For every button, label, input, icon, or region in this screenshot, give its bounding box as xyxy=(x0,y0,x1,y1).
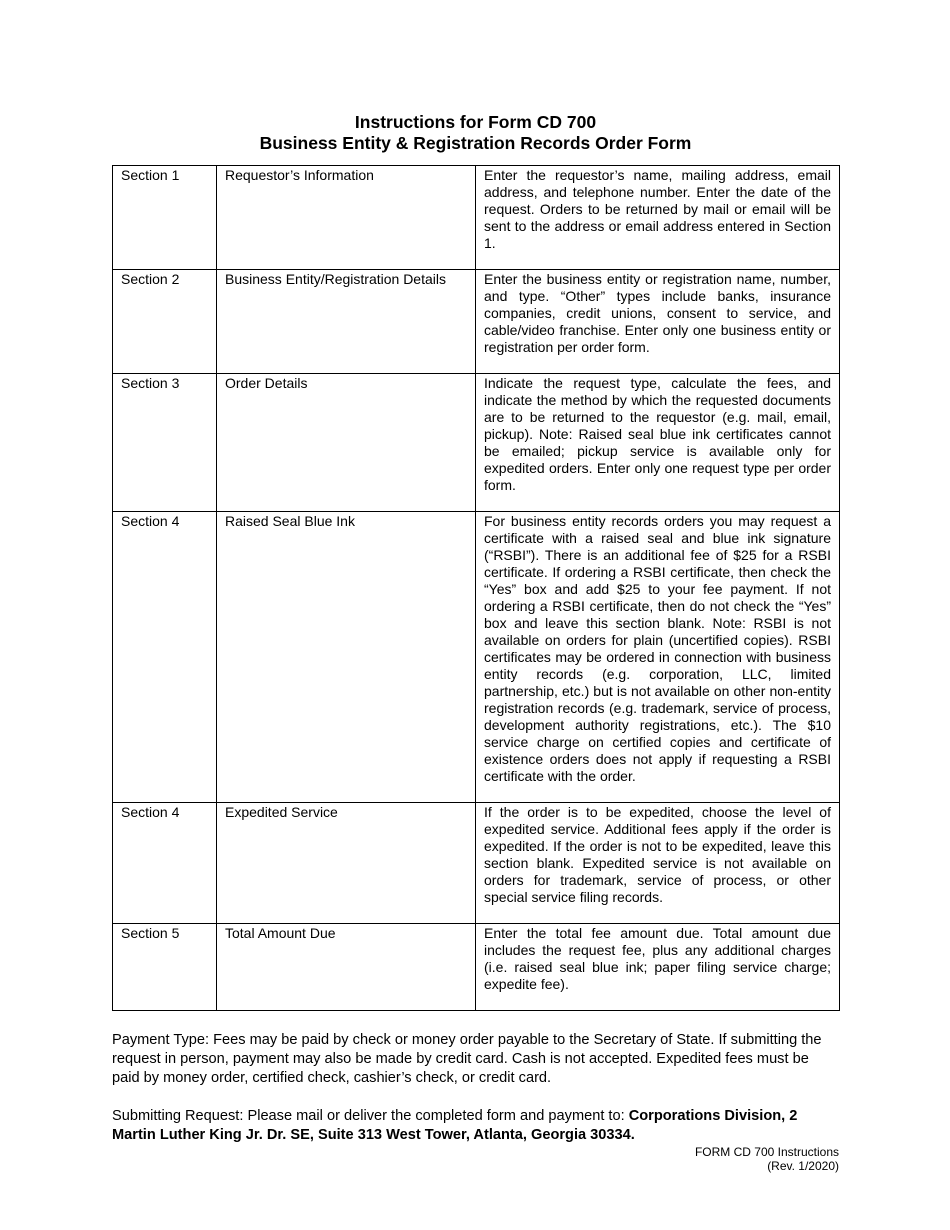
section-name: Order Details xyxy=(217,374,476,512)
section-description: Enter the requestor’s name, mailing address, email address, and telephone number. Enter the date of the request. Orders to be returned by mail or email will be sent to the address or email address entered in Section 1. xyxy=(476,166,840,270)
title-line-1: Instructions for Form CD 700 xyxy=(354,112,597,132)
footer-revision: (Rev. 1/2020) xyxy=(767,1159,839,1173)
section-name: Raised Seal Blue Ink xyxy=(217,512,476,803)
section-number: Section 3 xyxy=(113,374,217,512)
section-name: Requestor’s Information xyxy=(217,166,476,270)
section-description: Enter the business entity or registration name, number, and type. “Other” types include banks, insurance companies, credit unions, consent to service, and cable/video franchise. Enter only one business entity or registration per order form. xyxy=(476,270,840,374)
footer-form-name: FORM CD 700 Instructions xyxy=(694,1145,839,1159)
document-page xyxy=(112,112,839,1173)
section-description: If the order is to be expedited, choose the level of expedited service. Additional fees apply if the order is expedited. If the order is not to be expedited, leave this section blank. Expedited service is not available on orders for trademark, service of process, or other special service filing records. xyxy=(476,803,840,924)
form-footer xyxy=(112,1145,839,1173)
payment-type-paragraph: Payment Type: Fees may be paid by check or money order payable to the Secretary of State. If submitting the request in person, payment may also be made by credit card. Cash is not accepted. Expedited fees must be paid by money order, certified check, cashier’s check, or credit card. xyxy=(112,1032,822,1086)
table-row xyxy=(113,166,840,270)
table-row xyxy=(113,803,840,924)
instructions-table xyxy=(112,165,840,1011)
section-number: Section 5 xyxy=(113,924,217,1011)
table-row xyxy=(113,512,840,803)
section-description: Enter the total fee amount due. Total amount due includes the request fee, plus any additional charges (i.e. raised seal blue ink; paper filing service charge; expedite fee). xyxy=(476,924,840,1011)
page-title xyxy=(112,112,839,154)
section-number: Section 4 xyxy=(113,512,217,803)
table-row xyxy=(113,374,840,512)
section-description: Indicate the request type, calculate the fees, and indicate the method by which the requested documents are to be returned to the requestor (e.g. mail, email, pickup). Note: Raised seal blue ink certificates cannot be emailed; pickup service is available only for expedited orders. Enter only one request type per order form. xyxy=(476,374,840,512)
table-row xyxy=(113,270,840,374)
mailing-address: Corporations Division, 2 Martin Luther King Jr. Dr. SE, Suite 313 West Tower, Atlanta, Georgia 30334. xyxy=(112,1108,798,1143)
section-number: Section 4 xyxy=(113,803,217,924)
section-name: Expedited Service xyxy=(217,803,476,924)
section-description: For business entity records orders you may request a certificate with a raised seal and blue ink signature (“RSBI”). There is an additional fee of $25 for a RSBI certificate. If ordering a RSBI certificate, then check the “Yes” box and add $25 to your fee payment. If not ordering a RSBI certificate, then do not check the “Yes” box and leave this section blank. Note: RSBI is not available on orders for plain (uncertified copies). RSBI certificates may be ordered in connection with business entity records (e.g. corporation, LLC, limited partnership, etc.) but is not available on other non-entity registration records (e.g. trademark, service of process, development authority registrations, etc.). The $10 service charge on certified copies and certificate of existence orders does not apply if requesting a RSBI certificate with the order. xyxy=(476,512,840,803)
submitting-lead: Submitting Request: Please mail or deliver the completed form and payment to: xyxy=(112,1108,629,1124)
title-line-2: Business Entity & Registration Records Order Form xyxy=(259,133,692,153)
section-number: Section 2 xyxy=(113,270,217,374)
submitting-request-paragraph xyxy=(112,1107,839,1145)
section-name: Total Amount Due xyxy=(217,924,476,1011)
section-name: Business Entity/Registration Details xyxy=(217,270,476,374)
table-row xyxy=(113,924,840,1011)
section-number: Section 1 xyxy=(113,166,217,270)
